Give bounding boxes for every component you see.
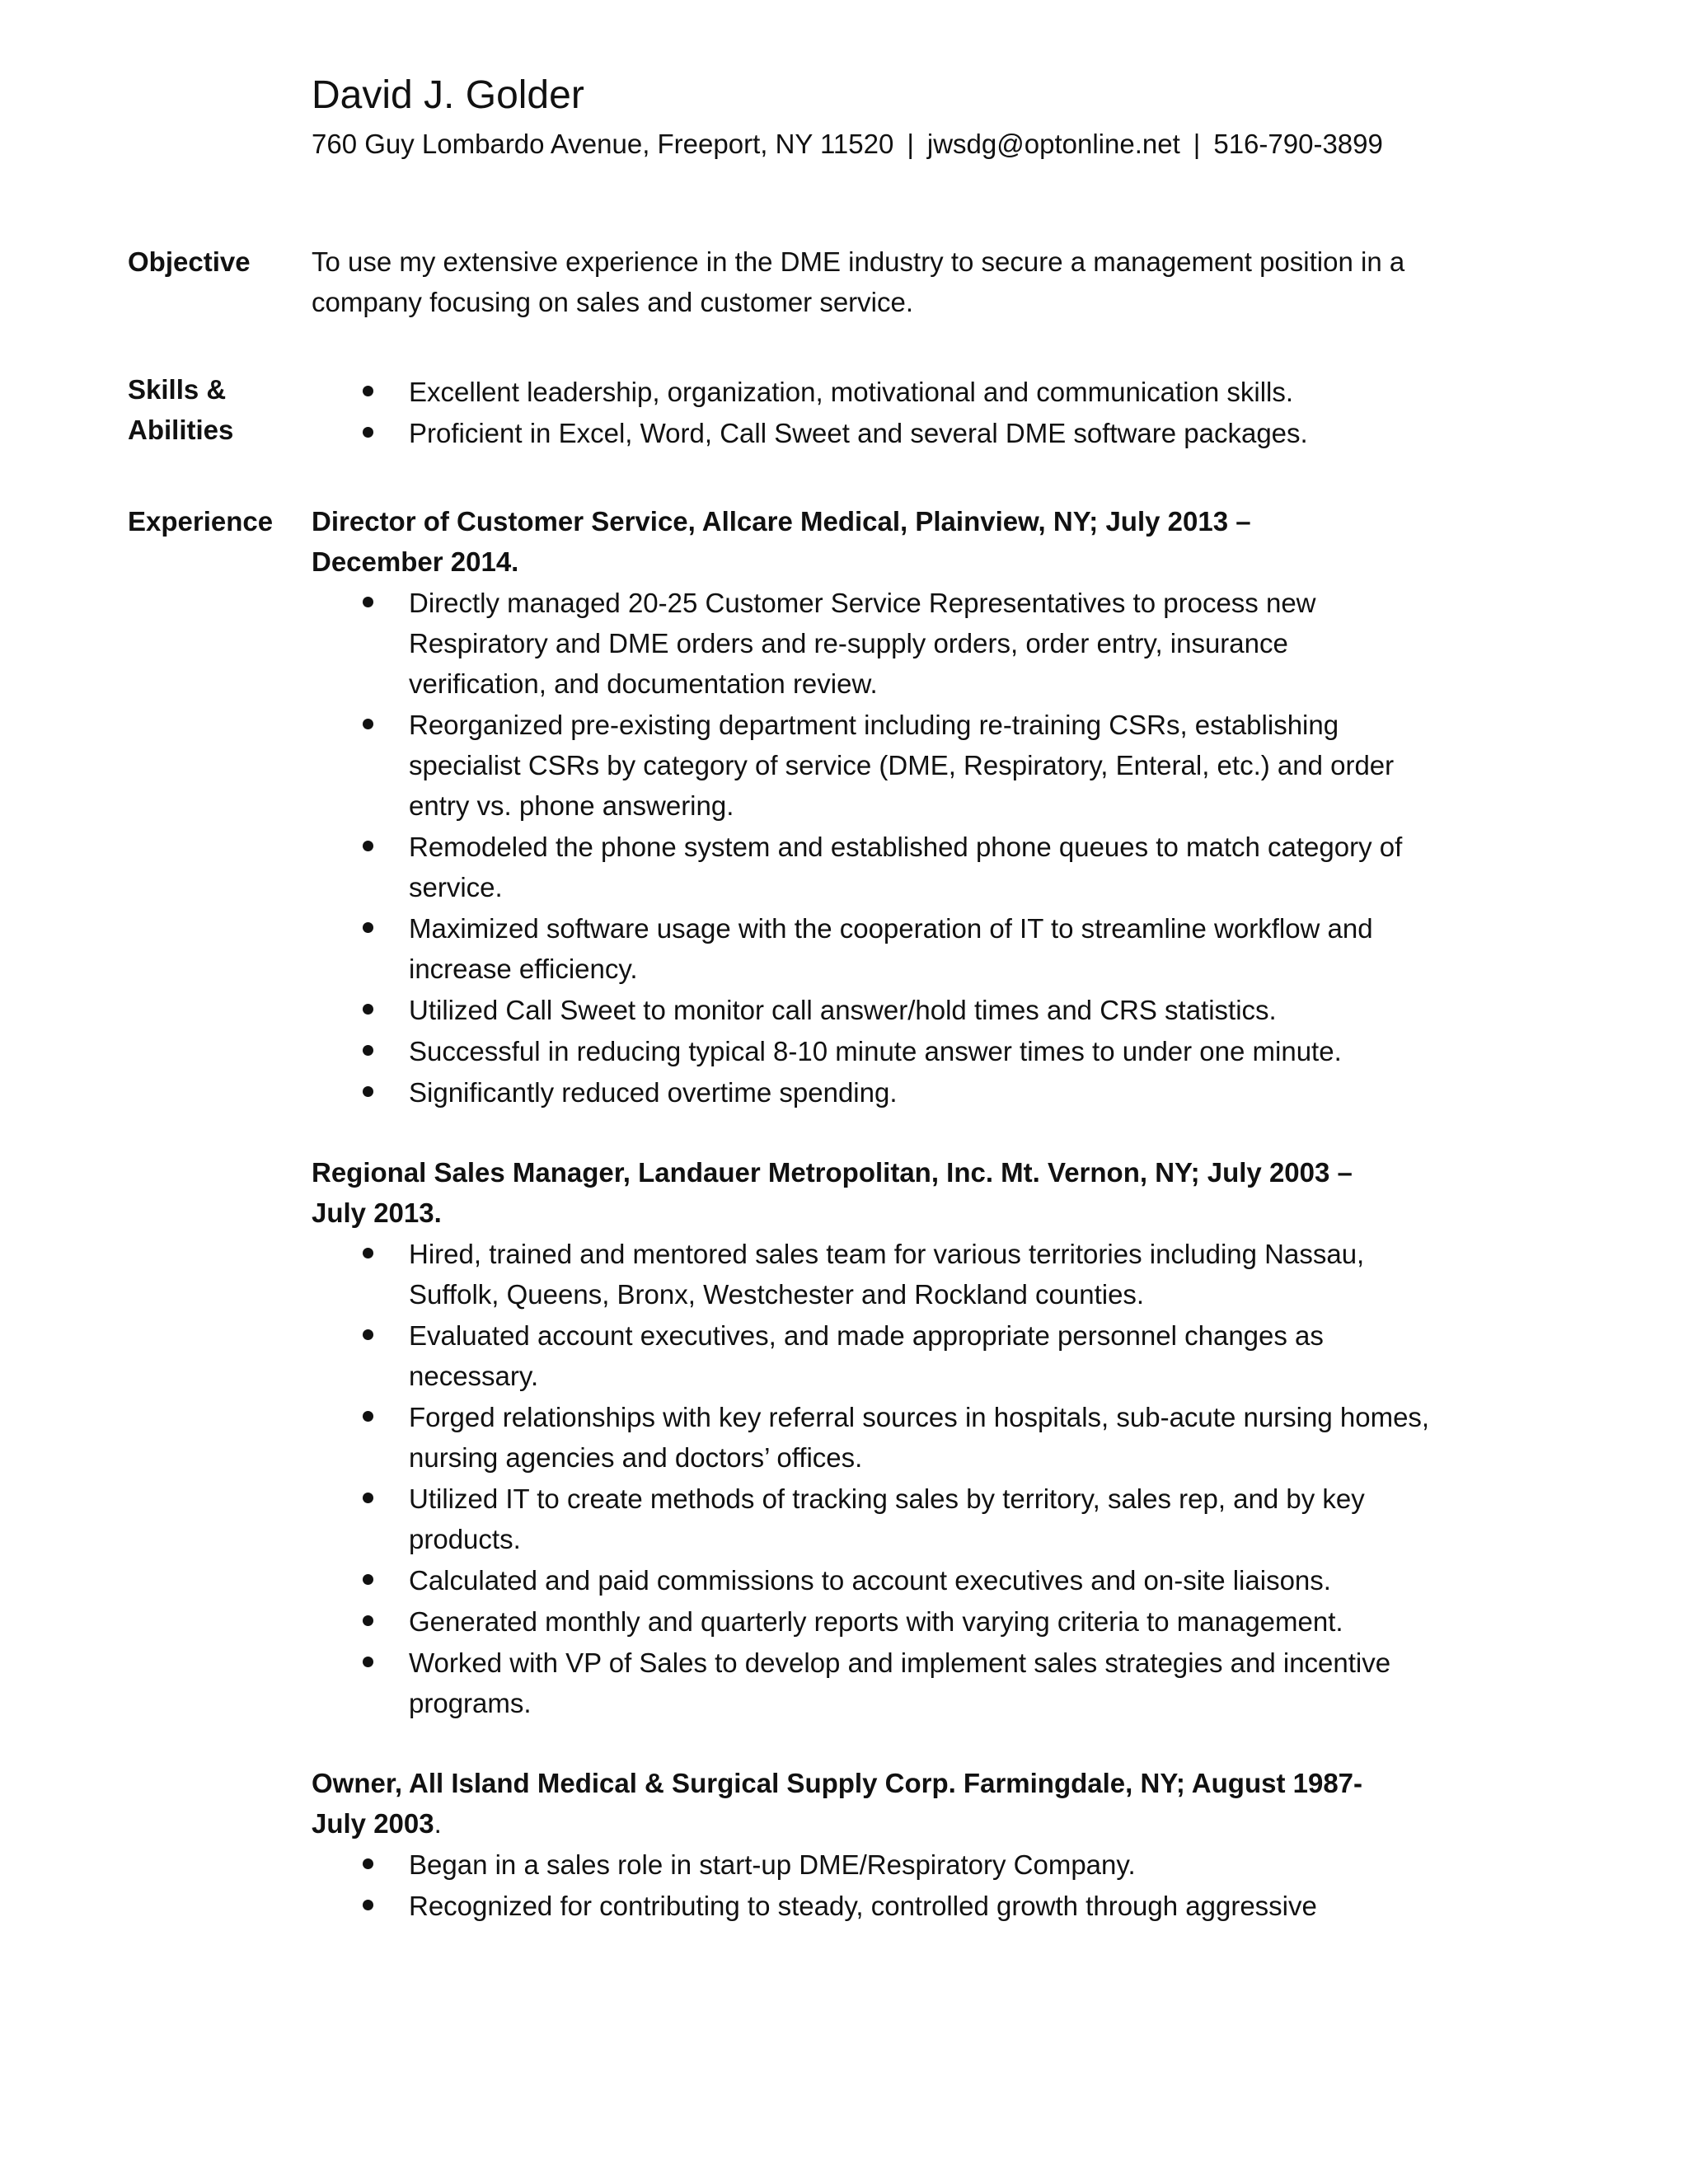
list-item: Significantly reduced overtime spending. xyxy=(312,1072,1432,1113)
list-item: Successful in reducing typical 8-10 minute answer times to under one minute. xyxy=(312,1031,1432,1071)
list-item: Recognized for contributing to steady, controlled growth through aggressive xyxy=(312,1886,1432,1926)
list-item: Utilized Call Sweet to monitor call answer/hold times and CRS statistics. xyxy=(312,990,1432,1030)
job-bullets xyxy=(312,583,1432,1113)
list-item: Reorganized pre-existing department including re-training CSRs, establishing specialist CSRs by category of service (DME, Respiratory, Enteral, etc.) and order entry vs. phone answering. xyxy=(312,705,1432,826)
list-item: Began in a sales role in start-up DME/Respiratory Company. xyxy=(312,1844,1432,1885)
job-entry xyxy=(312,1152,1432,1723)
bullet-icon xyxy=(363,1574,373,1585)
skills-label-line: Skills & xyxy=(128,374,227,405)
job-bullets xyxy=(312,1234,1432,1723)
objective-label: Objective xyxy=(128,246,251,277)
bullet-icon xyxy=(363,841,373,851)
job-entry xyxy=(312,1763,1432,1926)
list-item: Generated monthly and quarterly reports with varying criteria to management. xyxy=(312,1601,1432,1642)
bullet-icon xyxy=(363,1045,373,1056)
bullet-icon xyxy=(363,719,373,729)
separator: | xyxy=(907,129,914,159)
address: 760 Guy Lombardo Avenue, Freeport, NY 11520 xyxy=(312,129,894,159)
list-item: Remodeled the phone system and established phone queues to match category of service. xyxy=(312,827,1432,907)
experience-section xyxy=(312,501,1432,1966)
skills-label-line: Abilities xyxy=(128,415,234,445)
bullet-icon xyxy=(363,1615,373,1626)
bullet-icon xyxy=(363,1329,373,1340)
candidate-name: David J. Golder xyxy=(312,73,584,117)
email: jwsdg@optonline.net xyxy=(926,129,1180,159)
bullet-icon xyxy=(363,1900,373,1910)
bullet-icon xyxy=(363,1657,373,1667)
bullet-icon xyxy=(363,1858,373,1869)
job-title: Director of Customer Service, Allcare Medical, Plainview, NY; July 2013 – December 2014. xyxy=(312,506,1251,577)
job-title: Regional Sales Manager, Landauer Metropolitan, Inc. Mt. Vernon, NY; July 2003 – July 2013. xyxy=(312,1157,1353,1228)
bullet-icon xyxy=(363,1086,373,1097)
bullet-icon xyxy=(363,386,373,396)
bullet-icon xyxy=(363,1411,373,1422)
job-entry xyxy=(312,501,1432,1113)
bullet-icon xyxy=(363,1493,373,1503)
skills-list xyxy=(312,372,1416,453)
objective-section xyxy=(312,241,1408,322)
contact-line xyxy=(312,125,1383,163)
bullet-icon xyxy=(363,1248,373,1258)
bullet-icon xyxy=(363,922,373,933)
experience-label: Experience xyxy=(128,506,274,537)
list-item: Hired, trained and mentored sales team for various territories including Nassau, Suffolk, Queens, Bronx, Westchester and Rockland counties. xyxy=(312,1234,1432,1315)
list-item: Proficient in Excel, Word, Call Sweet and several DME software packages. xyxy=(312,413,1416,453)
bullet-icon xyxy=(363,427,373,438)
skills-label xyxy=(128,369,301,450)
list-item: Evaluated account executives, and made appropriate personnel changes as necessary. xyxy=(312,1315,1432,1396)
job-bullets xyxy=(312,1844,1432,1926)
list-item: Utilized IT to create methods of tracking sales by territory, sales rep, and by key products. xyxy=(312,1479,1432,1559)
phone: 516-790-3899 xyxy=(1213,129,1383,159)
list-item: Worked with VP of Sales to develop and implement sales strategies and incentive programs. xyxy=(312,1643,1432,1723)
separator: | xyxy=(1193,129,1201,159)
list-item: Directly managed 20-25 Customer Service Representatives to process new Respiratory and DME orders and re-supply orders, order entry, insurance verification, and documentation review. xyxy=(312,583,1432,704)
objective-text: To use my extensive experience in the DME industry to secure a management position in a company focusing on sales and customer service. xyxy=(312,246,1405,317)
list-item: Maximized software usage with the cooperation of IT to streamline workflow and increase efficiency. xyxy=(312,908,1432,989)
job-title: Owner, All Island Medical & Surgical Supply Corp. Farmingdale, NY; August 1987-July 2003. xyxy=(312,1768,1363,1839)
list-item: Forged relationships with key referral sources in hospitals, sub-acute nursing homes, nursing agencies and doctors’ offices. xyxy=(312,1397,1432,1478)
bullet-icon xyxy=(363,1004,373,1015)
bullet-icon xyxy=(363,597,373,607)
list-item: Calculated and paid commissions to account executives and on-site liaisons. xyxy=(312,1560,1432,1601)
skills-section xyxy=(312,371,1416,453)
list-item: Excellent leadership, organization, motivational and communication skills. xyxy=(312,372,1416,412)
